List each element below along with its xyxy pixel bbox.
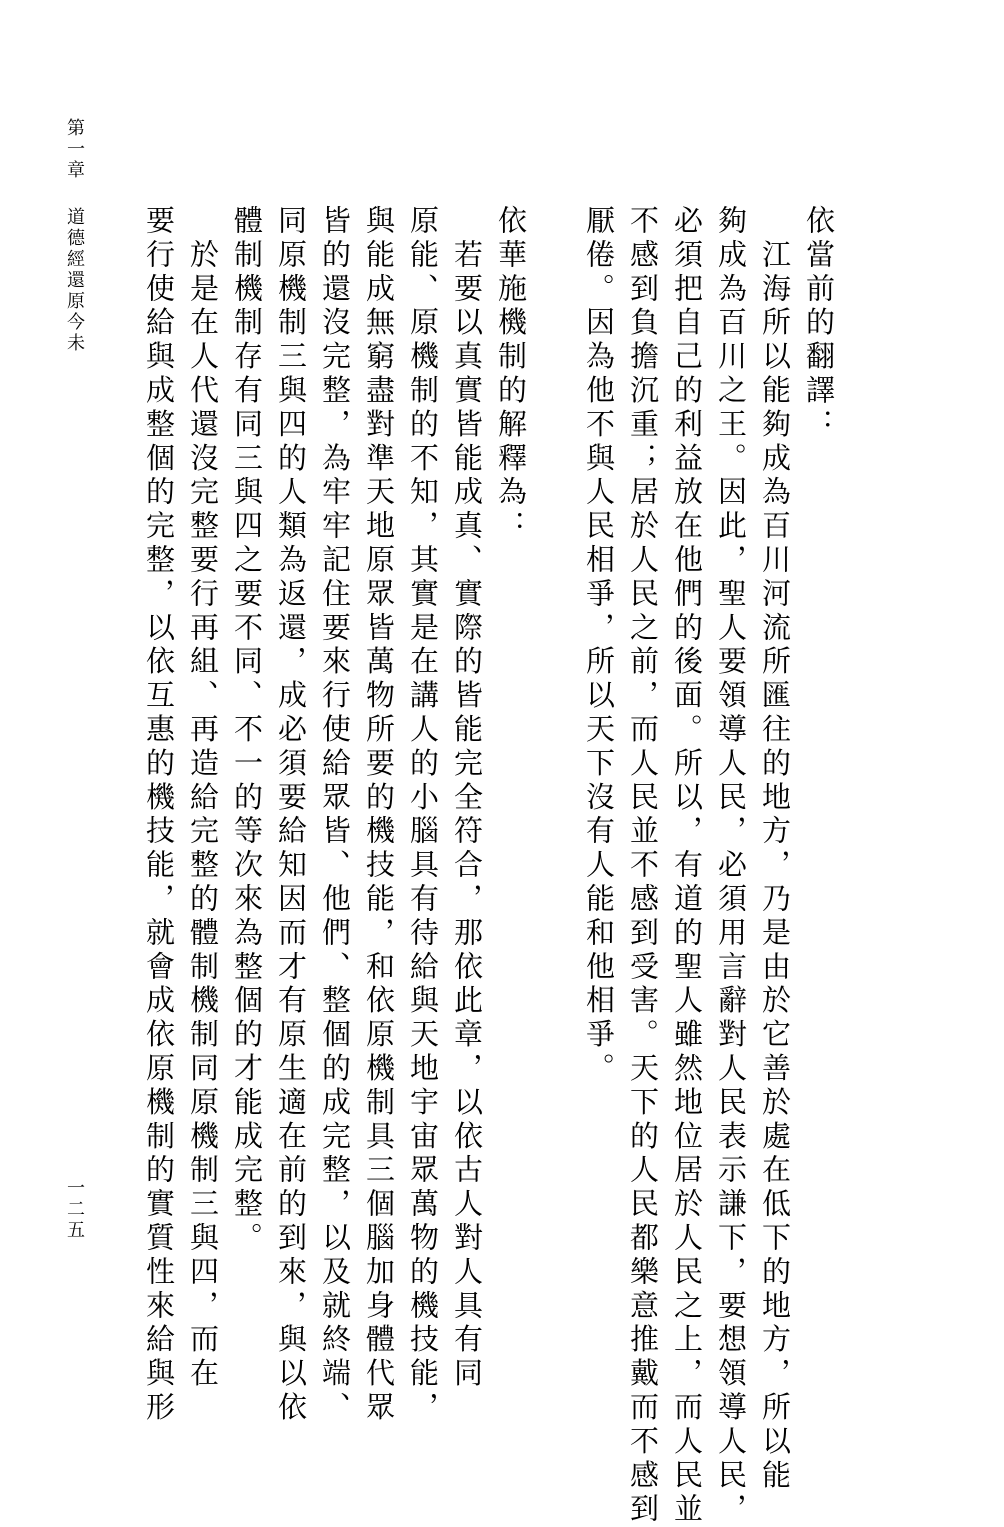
running-header: [64, 118, 84, 354]
section2-line: 於是在人代還沒完整要行再組、再造給完整的體制機制同原機制三與四，而在: [186, 205, 220, 1392]
page-number: 一二五: [64, 1178, 85, 1241]
book-title: 道德經還原今未: [64, 207, 85, 354]
section2-line: 皆的還沒完整，為牢牢記住要來行使給眾皆、他們、整個的成完整，以及就終端、: [318, 205, 352, 1426]
section2-line: 原能、原機制的不知，其實是在講人的小腦具有待給與天地宇宙眾萬物的機技能，: [406, 205, 440, 1426]
section2-line: 若要以真實皆能成真、實際的皆能完全符合，那依此章，以依古人對人具有同: [450, 205, 484, 1392]
section2-line: 要行使給與成整個的完整，以依互惠的機技能，就會成依原機制的實質性來給與形: [142, 205, 176, 1426]
section1-line: 不感到負擔沉重；居於人民之前，而人民並不感到受害。天下的人民都樂意推戴而不感到: [626, 205, 660, 1527]
section1-heading: 依當前的翻譯：: [802, 205, 836, 443]
section1-line: 必須把自己的利益放在他們的後面。所以，有道的聖人雖然地位居於人民之上，而人民並: [670, 205, 704, 1527]
section2-line: 與能成無窮盡對準天地原眾皆萬物所要的機技能，和依原機制具三個腦加身體代眾: [362, 205, 396, 1426]
section2-line: 同原機制三與四的人類為返還，成必須要給知因而才有原生適在前的到來，與以依: [274, 205, 308, 1426]
section1-line: 夠成為百川之王。因此，聖人要領導人民，必須用言辭對人民表示謙下，要想領導人民，: [714, 205, 748, 1527]
chapter-label: 第一章: [64, 118, 85, 181]
section2-line: 體制機制存有同三與四之要不同、不一的等次來為整個的才能成完整。: [230, 205, 264, 1256]
section1-line: 厭倦。因為他不與人民相爭，所以天下沒有人能和他相爭。: [582, 205, 616, 1087]
section1-line: 江海所以能夠成為百川河流所匯往的地方，乃是由於它善於處在低下的地方，所以能: [758, 205, 792, 1494]
section2-heading: 依華施機制的解釋為：: [494, 205, 528, 544]
